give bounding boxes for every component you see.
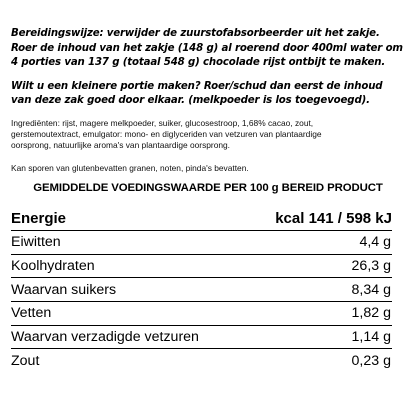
nutrient-value: 1,14 g (351, 329, 391, 346)
nutrition-row (11, 349, 392, 372)
nutrition-row (11, 302, 392, 326)
energy-value: kcal 141 / 598 kJ (275, 209, 392, 227)
nutrient-label: Waarvan suikers (11, 281, 117, 298)
preparation-line: 4 porties van 137 g (totaal 548 g) chocolade rijst ontbijt te maken. (11, 57, 386, 68)
nutrient-value: 4,4 g (359, 234, 391, 251)
nutrition-table (11, 230, 392, 372)
preparation-instructions (11, 27, 406, 71)
nutrient-label: Vetten (11, 305, 52, 322)
preparation-line: Bereidingswijze: verwijder de zuurstofabsorbeerder uit het zakje. (11, 28, 380, 39)
ingredients-line: gerstemoutextract, emulgator: mono- en diglyceriden van vetzuren van plantaardige (11, 128, 322, 139)
ingredients-list (11, 118, 406, 151)
nutrient-value: 26,3 g (351, 258, 391, 275)
nutrition-row (11, 255, 392, 279)
tip-line: van deze zak goed door elkaar. (melkpoeder is los toegevoegd). (11, 95, 370, 106)
ingredients-line: Ingrediënten: rijst, magere melkpoeder, suiker, glucosestroop, 1,68% cacao, zout, (11, 117, 314, 128)
nutrient-value: 8,34 g (351, 281, 391, 298)
product-label (11, 27, 406, 174)
nutrition-row (11, 326, 392, 350)
nutrient-label: Eiwitten (11, 234, 61, 251)
energy-row (11, 206, 392, 230)
nutrient-label: Zout (11, 352, 40, 369)
allergen-notice: Kan sporen van glutenbevatten granen, noten, pinda's bevatten. (11, 162, 249, 173)
nutrient-label: Koolhydraten (11, 258, 95, 275)
ingredients-line: oorsprong, natuurlijke aroma's van plantaardige oorsprong. (11, 139, 231, 150)
smaller-portion-tip (11, 80, 406, 109)
nutrient-label: Waarvan verzadigde vetzuren (11, 329, 199, 346)
energy-label: Energie (11, 209, 67, 227)
nutrition-row (11, 278, 392, 302)
preparation-line: Roer de inhoud van het zakje (148 g) al roerend door 400ml water om (11, 42, 403, 54)
nutrient-value: 0,23 g (351, 352, 391, 369)
tip-line: Wilt u een kleinere portie maken? Roer/schud dan eerst de inhoud (11, 80, 383, 92)
nutrition-row (11, 231, 392, 255)
nutrient-value: 1,82 g (351, 305, 391, 322)
nutrition-table-title: GEMIDDELDE VOEDINGSWAARDE PER 100 g BEREID PRODUCT (33, 182, 383, 194)
